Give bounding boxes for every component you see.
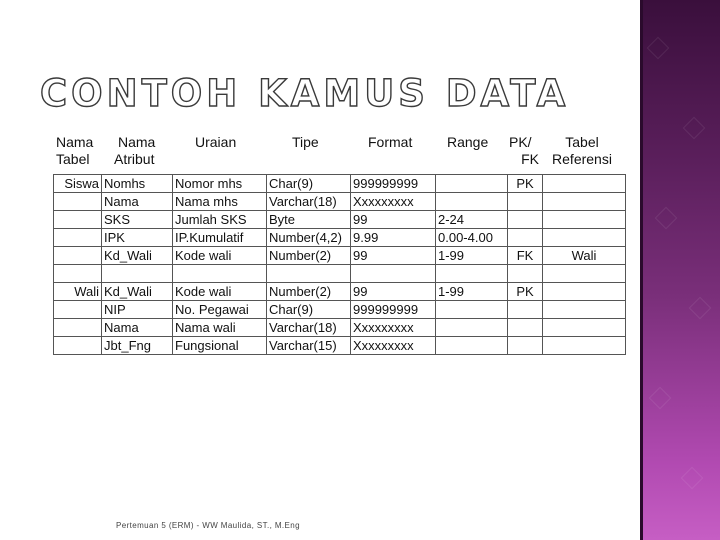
diamond-pattern-shape [647,37,670,60]
cell-range: 1-99 [436,283,508,301]
header-nama-atribut-line2: Atribut [114,151,155,167]
header-uraian: Uraian [195,134,237,150]
cell-format: 999999999 [351,175,436,193]
cell-pk-fk [508,193,543,211]
cell-tabel-referensi [543,319,626,337]
cell-nama-atribut: NIP [102,301,173,319]
cell-pk-fk [508,265,543,283]
diamond-pattern-shape [649,387,672,410]
slide-title: CONTOH KAMUS DATA [40,72,570,115]
cell-nama-tabel [54,319,102,337]
cell-uraian [173,265,267,283]
cell-tipe: Number(2) [267,283,351,301]
footer-text: Pertemuan 5 (ERM) - WW Maulida, ST., M.Eng [116,521,300,530]
cell-nama-tabel: Wali [54,283,102,301]
cell-nama-tabel [54,301,102,319]
cell-nama-atribut: Nama [102,193,173,211]
cell-nama-tabel: Siswa [54,175,102,193]
cell-pk-fk: PK [508,283,543,301]
table-row [54,283,626,301]
table-row [54,193,626,211]
cell-tabel-referensi [543,211,626,229]
table-row [54,211,626,229]
cell-tabel-referensi [543,265,626,283]
cell-tipe [267,265,351,283]
band-edge-line [640,0,643,540]
cell-nama-atribut [102,265,173,283]
header-nama-tabel [56,134,93,168]
cell-range [436,301,508,319]
cell-tabel-referensi [543,283,626,301]
table-row [54,301,626,319]
header-pk-fk [509,134,539,168]
cell-uraian: Fungsional [173,337,267,355]
cell-uraian: Kode wali [173,283,267,301]
cell-format: 99 [351,211,436,229]
header-nama-atribut [114,134,155,168]
diamond-pattern-shape [655,207,678,230]
cell-format: 999999999 [351,301,436,319]
cell-range [436,265,508,283]
cell-tabel-referensi [543,301,626,319]
header-nama-tabel-line2: Tabel [56,151,90,167]
cell-pk-fk [508,337,543,355]
cell-uraian: Nama wali [173,319,267,337]
header-format: Format [368,134,413,150]
cell-nama-atribut: Jbt_Fng [102,337,173,355]
cell-tipe: Byte [267,211,351,229]
header-tabel-referensi-line1: Tabel [565,134,599,150]
cell-format: 99 [351,247,436,265]
cell-format [351,265,436,283]
diamond-pattern-shape [681,467,704,490]
cell-nama-atribut: Nomhs [102,175,173,193]
cell-uraian: Kode wali [173,247,267,265]
header-pk-fk-line2: FK [521,151,539,167]
cell-nama-atribut: Kd_Wali [102,283,173,301]
header-pk-fk-line1: PK/ [509,134,532,150]
cell-range [436,175,508,193]
header-range: Range [447,134,489,150]
cell-nama-tabel [54,265,102,283]
table-row [54,337,626,355]
table-row [54,175,626,193]
cell-range: 1-99 [436,247,508,265]
data-dictionary-body [54,175,626,355]
cell-pk-fk [508,229,543,247]
cell-uraian: IP.Kumulatif [173,229,267,247]
cell-nama-tabel [54,247,102,265]
cell-range [436,319,508,337]
cell-tipe: Varchar(15) [267,337,351,355]
data-dictionary-table [53,174,626,355]
cell-pk-fk [508,301,543,319]
cell-pk-fk: PK [508,175,543,193]
cell-pk-fk [508,211,543,229]
diamond-pattern-shape [689,297,712,320]
diamond-pattern-shape [683,117,706,140]
cell-tabel-referensi [543,175,626,193]
cell-format: Xxxxxxxxx [351,193,436,211]
cell-nama-atribut: SKS [102,211,173,229]
cell-nama-tabel [54,193,102,211]
cell-format: Xxxxxxxxx [351,337,436,355]
cell-format: 99 [351,283,436,301]
cell-nama-tabel [54,211,102,229]
cell-tabel-referensi: Wali [543,247,626,265]
header-nama-tabel-line1: Nama [56,134,94,150]
header-tipe: Tipe [292,134,319,150]
cell-range: 2-24 [436,211,508,229]
decorative-band [640,0,720,540]
cell-tabel-referensi [543,229,626,247]
cell-tabel-referensi [543,337,626,355]
cell-format: Xxxxxxxxx [351,319,436,337]
cell-format: 9.99 [351,229,436,247]
header-tabel-referensi [546,134,618,168]
table-row [54,265,626,283]
cell-uraian: Nama mhs [173,193,267,211]
cell-range [436,193,508,211]
cell-pk-fk: FK [508,247,543,265]
cell-tipe: Char(9) [267,301,351,319]
cell-tipe: Number(4,2) [267,229,351,247]
cell-pk-fk [508,319,543,337]
table-row [54,229,626,247]
cell-tipe: Varchar(18) [267,193,351,211]
cell-tipe: Char(9) [267,175,351,193]
cell-tabel-referensi [543,193,626,211]
cell-nama-atribut: Nama [102,319,173,337]
cell-uraian: Nomor mhs [173,175,267,193]
cell-nama-tabel [54,337,102,355]
header-tabel-referensi-line2: Referensi [552,151,612,167]
cell-nama-tabel [54,229,102,247]
table-row [54,247,626,265]
cell-range: 0.00-4.00 [436,229,508,247]
cell-range [436,337,508,355]
cell-nama-atribut: Kd_Wali [102,247,173,265]
cell-uraian: No. Pegawai [173,301,267,319]
cell-nama-atribut: IPK [102,229,173,247]
cell-tipe: Number(2) [267,247,351,265]
table-row [54,319,626,337]
header-nama-atribut-line1: Nama [118,134,156,150]
cell-uraian: Jumlah SKS [173,211,267,229]
cell-tipe: Varchar(18) [267,319,351,337]
